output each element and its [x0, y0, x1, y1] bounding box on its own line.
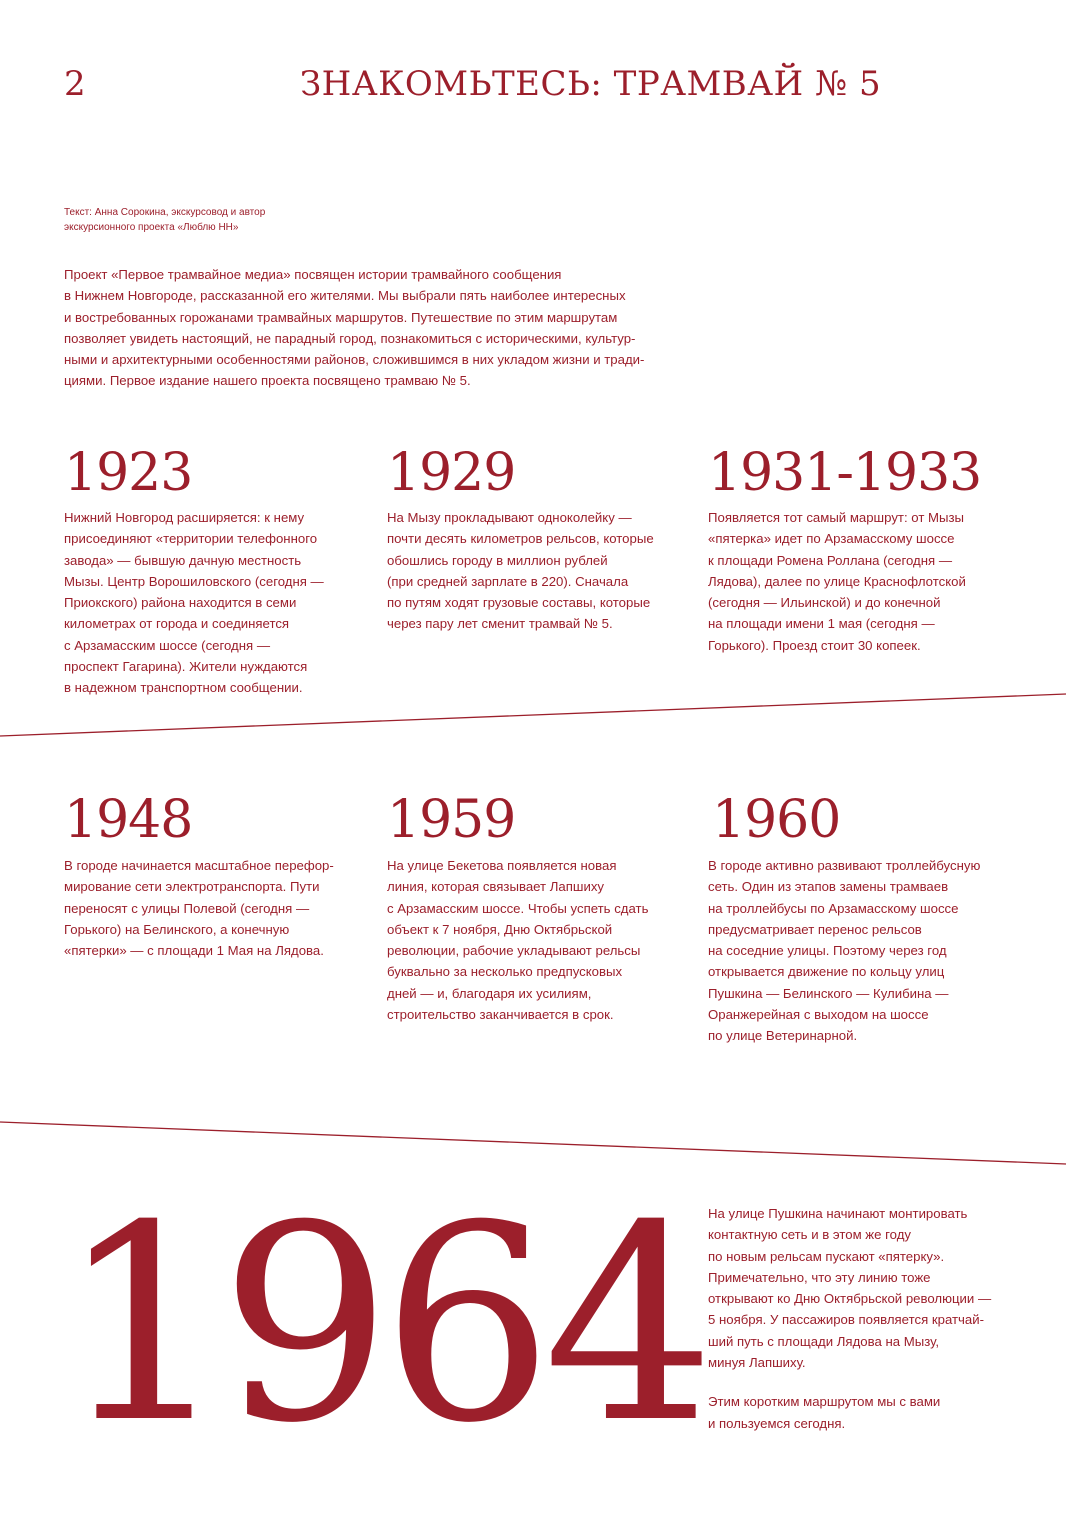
- text-line: открывают ко Дню Октябрьской революции —: [708, 1291, 992, 1307]
- text-line: с Арзамасским шоссе. Чтобы успеть сдать: [387, 900, 649, 916]
- text-line: Горького) на Белинского, а конечную: [64, 921, 290, 937]
- intro-line: циями. Первое издание нашего проекта посвящено трамваю № 5.: [64, 373, 471, 389]
- text-line: обошлись городу в миллион рублей: [387, 552, 608, 568]
- intro-line: в Нижнем Новгороде, рассказанной его жителями. Мы выбрали пять наиболее интересных: [64, 288, 626, 304]
- divider-line-upper: [0, 694, 1066, 736]
- text-line: на соседние улицы. Поэтому через год: [708, 943, 947, 959]
- text-line: 5 ноября. У пассажиров появляется кратчай-: [708, 1312, 985, 1328]
- final-paragraph-2: [708, 1391, 1048, 1434]
- divider-line-lower: [0, 1122, 1066, 1164]
- intro-line: ными и архитектурными особенностями районов, сложившимся в них укладом жизни и тради-: [64, 352, 645, 368]
- text-line: по улице Ветеринарной.: [708, 1028, 858, 1044]
- text-line: Приокского) района находится в семи: [64, 595, 297, 611]
- final-paragraph-1: [708, 1203, 1048, 1373]
- text-line: Появляется тот самый маршрут: от Мызы: [708, 510, 965, 525]
- text-line: и пользуемся сегодня.: [708, 1415, 846, 1431]
- text-line: открывается движение по кольцу улиц: [708, 964, 945, 980]
- text-line: Примечательно, что эту линию тоже: [708, 1269, 931, 1285]
- text-line: по новым рельсам пускают «пятерку».: [708, 1248, 945, 1264]
- text-line: буквально за несколько предпусковых: [387, 964, 623, 980]
- text-line: «пятерки» — с площади 1 Мая на Лядова.: [64, 943, 324, 959]
- text-line: с Арзамасским шоссе (сегодня —: [64, 637, 271, 653]
- text-line: почти десять километров рельсов, которые: [387, 531, 654, 547]
- text-line: На улице Бекетова появляется новая: [387, 858, 617, 873]
- text-line: мирование сети электротранспорта. Пути: [64, 879, 320, 895]
- intro-line: позволяет увидеть настоящий, не парадный город, познакомиться с историческими, культур-: [64, 330, 636, 346]
- final-text-1964: [708, 1203, 1048, 1434]
- text-line: предусматривает перенос рельсов: [708, 921, 922, 937]
- text-line: завода» — бывшую дачную местность: [64, 552, 302, 568]
- timeline-year-1960: 1960: [712, 790, 841, 850]
- timeline-year-1959: 1959: [387, 790, 516, 850]
- text-line: На улице Пушкина начинают монтировать: [708, 1206, 968, 1221]
- credit-line: Текст: Анна Сорокина, экскурсовод и автор: [64, 207, 266, 218]
- text-line: ший путь с площади Лядова на Мызу,: [708, 1333, 940, 1349]
- text-line: проспект Гагарина). Жители нуждаются: [64, 659, 308, 675]
- text-line: километрах от города и соединяется: [64, 616, 290, 632]
- text-line: В городе начинается масштабное перефор-: [64, 858, 334, 873]
- text-line: Лядова), далее по улице Краснофлотской: [708, 573, 966, 589]
- credit-line: экскурсионного проекта «Люблю НН»: [64, 222, 239, 233]
- text-line: строительство заканчивается в срок.: [387, 1007, 614, 1023]
- text-line: Пушкина — Белинского — Кулибина —: [708, 985, 949, 1001]
- text-line: Оранжерейная с выходом на шоссе: [708, 1007, 929, 1023]
- text-line: объект к 7 ноября, Дню Октябрьской: [387, 921, 613, 937]
- intro-line: Проект «Первое трамвайное медиа» посвящен истории трамвайного сообщения: [64, 267, 562, 282]
- text-line: минуя Лапшиху.: [708, 1355, 806, 1371]
- text-line: На Мызу прокладывают одноколейку —: [387, 510, 632, 525]
- text-line: на троллейбусы по Арзамасскому шоссе: [708, 900, 959, 916]
- text-line: Этим коротким маршрутом мы с вами: [708, 1394, 941, 1410]
- text-line: дней — и, благодаря их усилиям,: [387, 985, 592, 1001]
- text-line: «пятерка» идет по Арзамасскому шоссе: [708, 531, 955, 547]
- text-line: Нижний Новгород расширяется: к нему: [64, 510, 305, 525]
- text-line: к площади Ромена Роллана (сегодня —: [708, 552, 953, 568]
- timeline-year-1948: 1948: [64, 790, 193, 850]
- big-year-1964: 1964: [58, 1167, 706, 1482]
- page-number: 2: [64, 64, 86, 104]
- timeline-text-1948: [64, 855, 374, 961]
- text-line: контактную сеть и в этом же году: [708, 1227, 911, 1243]
- text-line: (сегодня — Ильинской) и до конечной: [708, 595, 941, 611]
- intro-line: и востребованных горожанами трамвайных маршрутов. Путешествие по этим маршрутам: [64, 309, 618, 325]
- timeline-year-1923: 1923: [64, 443, 193, 503]
- timeline-text-1960: [708, 855, 1048, 1047]
- text-line: на площади имени 1 мая (сегодня —: [708, 616, 935, 632]
- text-line: революции, рабочие укладывают рельсы: [387, 943, 641, 959]
- timeline-year-1931-1933: 1931-1933: [708, 443, 982, 503]
- text-line: в надежном транспортном сообщении.: [64, 680, 303, 696]
- text-line: линия, которая связывает Лапшиху: [387, 879, 605, 895]
- text-line: (при средней зарплате в 220). Сначала: [387, 573, 629, 589]
- timeline-year-1929: 1929: [387, 443, 516, 503]
- timeline-text-1959: [387, 855, 697, 1025]
- text-line: переносят с улицы Полевой (сегодня —: [64, 900, 310, 916]
- text-line: сеть. Один из этапов замены трамваев: [708, 879, 949, 895]
- text-line: по путям ходят грузовые составы, которые: [387, 595, 651, 611]
- text-line: Мызы. Центр Ворошиловского (сегодня —: [64, 573, 324, 589]
- text-line: Горького). Проезд стоит 30 копеек.: [708, 637, 921, 653]
- page-title: ЗНАКОМЬТЕСЬ: ТРАМВАЙ № 5: [300, 64, 882, 104]
- text-line: присоединяют «территории телефонного: [64, 531, 318, 547]
- text-line: через пару лет сменит трамвай № 5.: [387, 616, 613, 632]
- text-line: В городе активно развивают троллейбусную: [708, 858, 981, 873]
